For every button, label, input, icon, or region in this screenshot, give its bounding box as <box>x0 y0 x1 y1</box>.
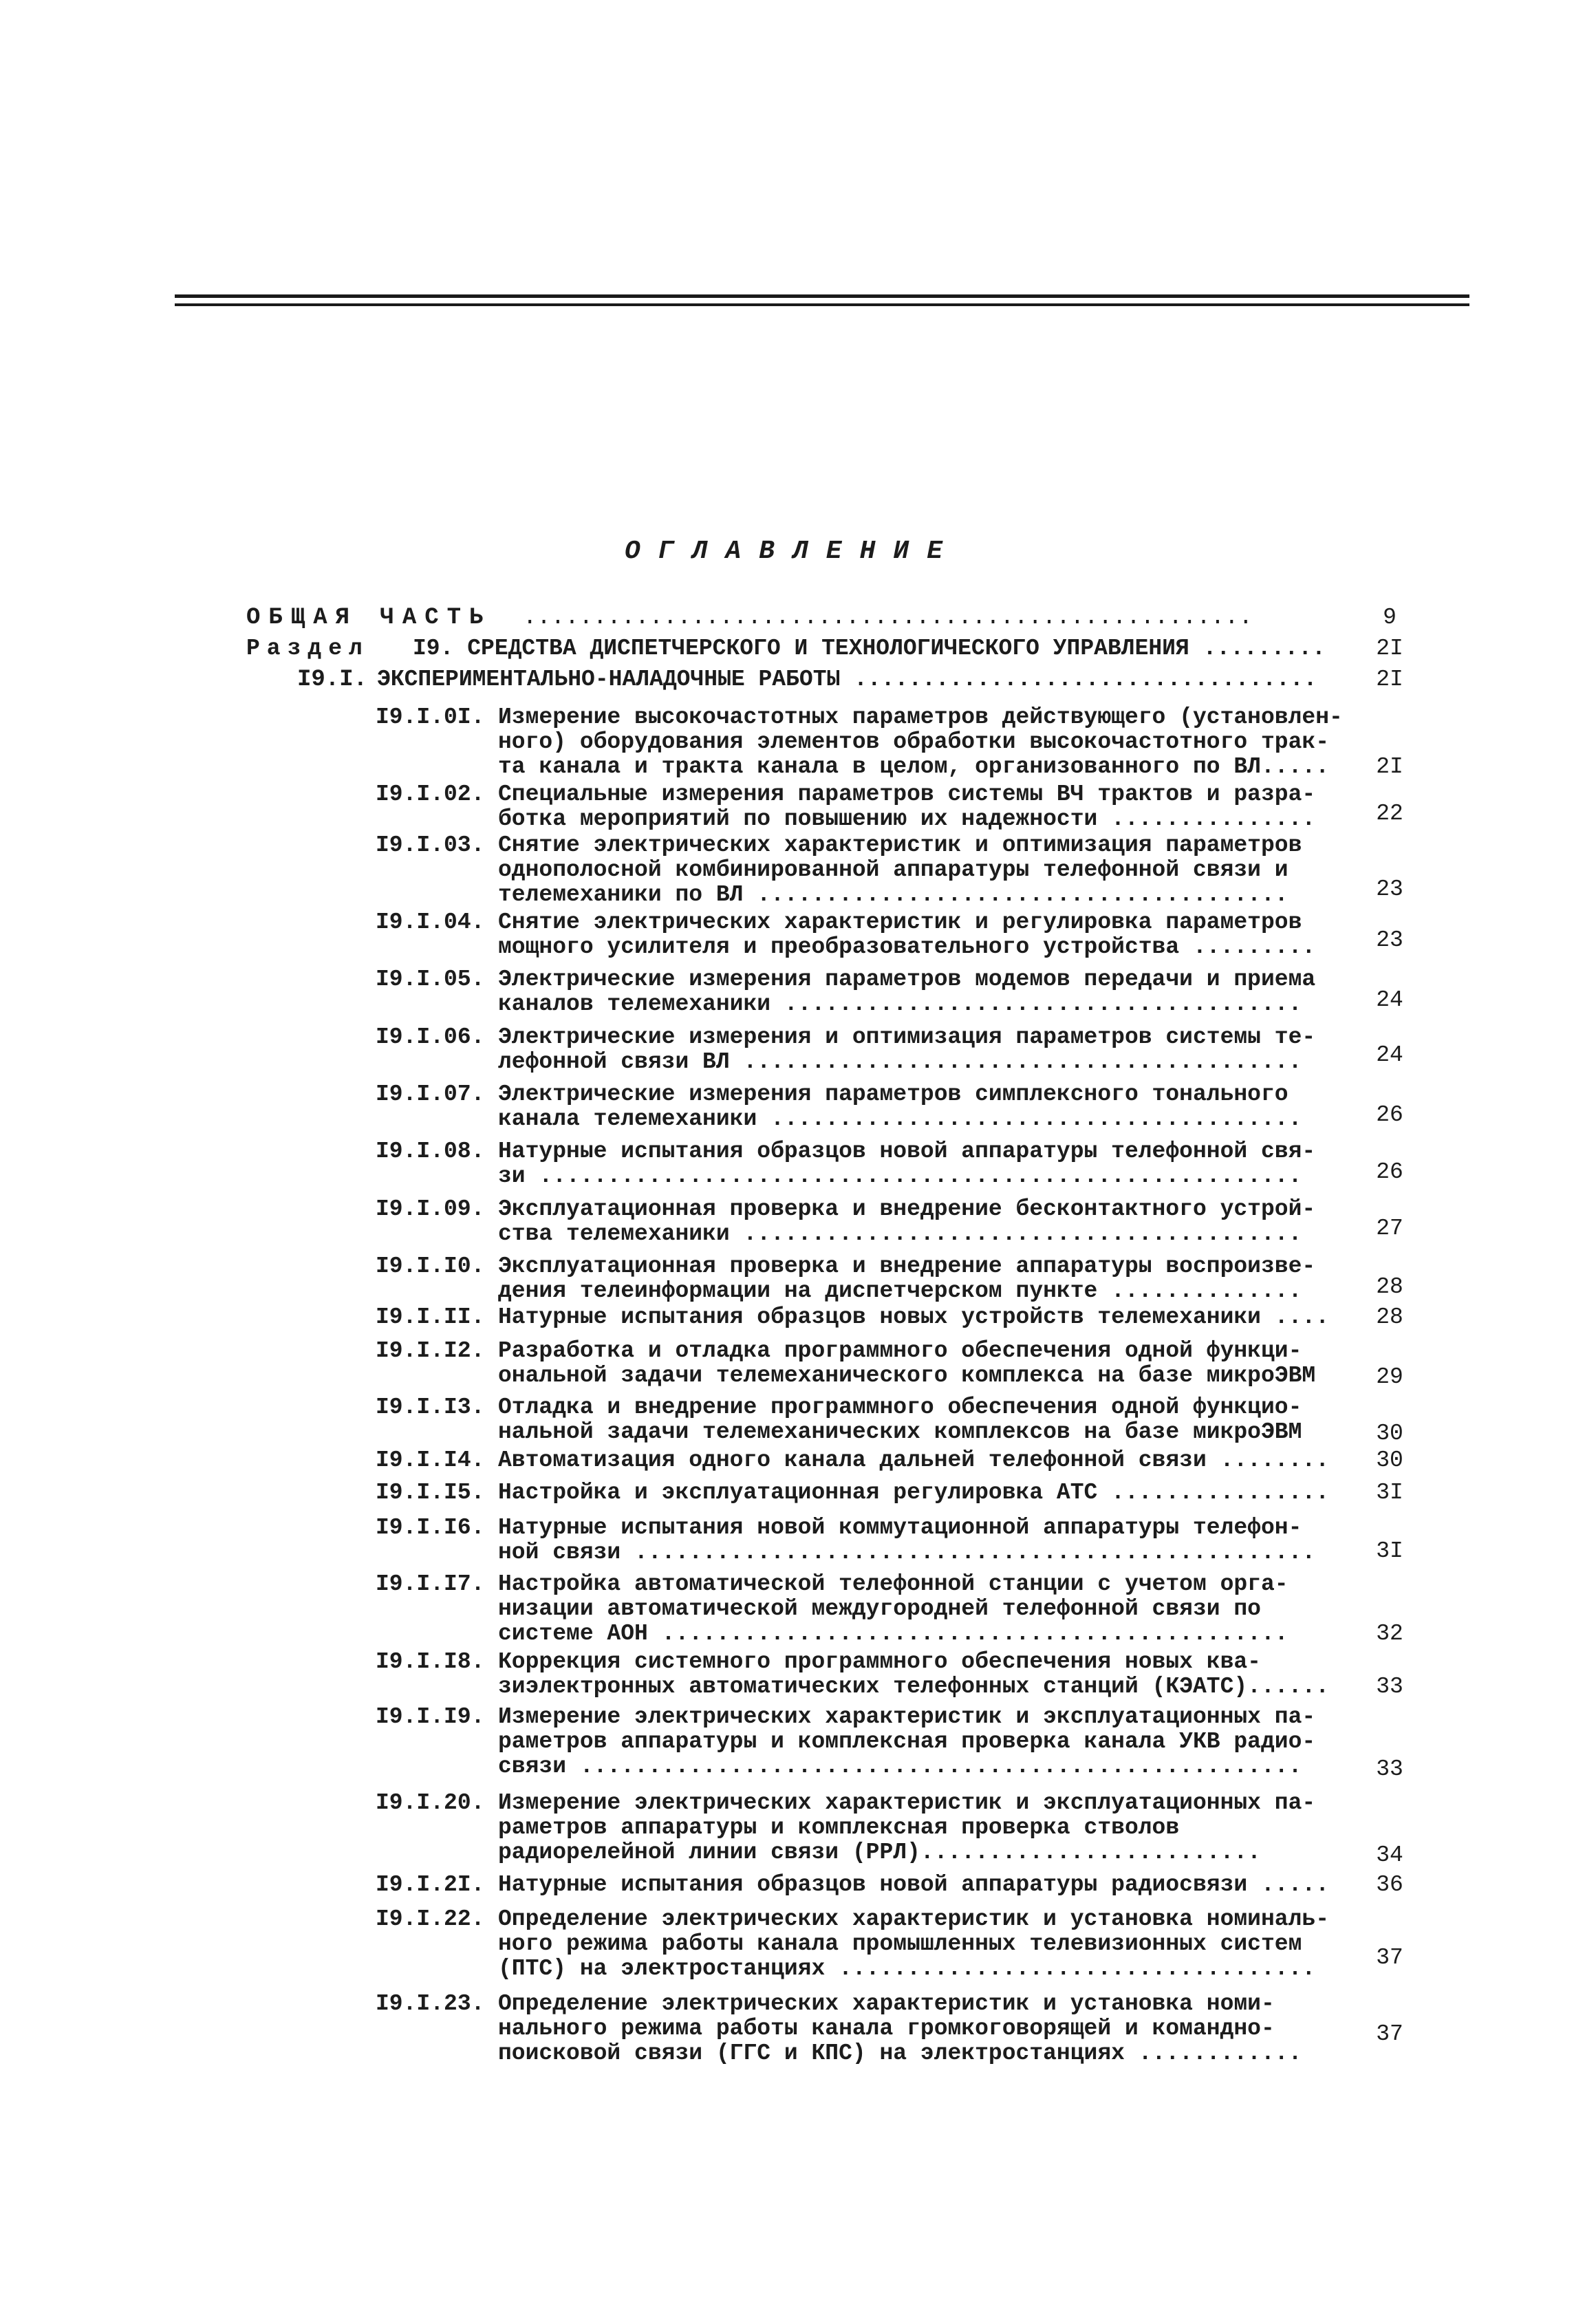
entry-page: 22 <box>1376 801 1403 826</box>
entry-title: Настройка автоматической телефонной станции с учетом орга- низации автоматической междугородней телефонной связи по системе АОН .............................................. <box>498 1571 1289 1646</box>
entry-title: Электрические измерения и оптимизация параметров системы те- лефонной связи ВЛ ......................................... <box>498 1024 1316 1075</box>
entry-title: Специальные измерения параметров системы ВЧ трактов и разра- ботка мероприятий по повышению их надежности ............... <box>498 782 1316 832</box>
entry-page: 33 <box>1376 1674 1403 1699</box>
entry-title: Определение электрических характеристик и установка номиналь- ного режима работы канала промышленных телевизионных систем (ПТС) на электростанциях ................................... <box>498 1906 1329 1981</box>
entry-number: I9.I.20. <box>376 1790 485 1816</box>
entry-number: I9.I.I7. <box>376 1571 485 1597</box>
entry-title: Измерение высокочастотных параметров действующего (установлен- ного) оборудования элементов обработки высокочастотного трак- та канала и тракта канала в целом, организованного по ВЛ..... <box>498 704 1343 779</box>
entry-page: 2I <box>1376 754 1403 779</box>
entry-number: I9.I.04. <box>376 910 485 935</box>
entry-number: I9.I.23. <box>376 1991 485 2016</box>
entry-title: Коррекция системного программного обеспечения новых ква- зиэлектронных автоматических телефонных станций (КЭАТС)...... <box>498 1649 1329 1699</box>
entry-page: 2I <box>1376 636 1403 661</box>
entry-title: Измерение электрических характеристик и эксплуатационных па- раметров аппаратуры и комплексная проверка канала УКВ радио- связи ..................................................... <box>498 1704 1316 1779</box>
entry-number: I9.I.I2. <box>376 1338 485 1364</box>
entry-number: I9.I.06. <box>376 1024 485 1050</box>
entry-number: I9.I.I9. <box>376 1704 485 1730</box>
entry-page: 3I <box>1376 1480 1403 1505</box>
entry-page: 23 <box>1376 876 1403 902</box>
entry-page: 32 <box>1376 1621 1403 1646</box>
entry-number: I9.I.08. <box>376 1139 485 1164</box>
entry-number: Раздел <box>246 636 369 661</box>
entry-title: Определение электрических характеристик и установка номи- нального режима работы канала громкоговорящей и командно- поисковой связи (ГГС и КПС) на электростанциях ............ <box>498 1991 1302 2066</box>
entry-title: .................................................... <box>523 605 1253 631</box>
entry-number: I9.I.II. <box>376 1304 485 1330</box>
entry-page: 34 <box>1376 1842 1403 1868</box>
entry-page: 26 <box>1376 1159 1403 1185</box>
entry-page: 28 <box>1376 1304 1403 1330</box>
entry-title: Измерение электрических характеристик и эксплуатационных па- раметров аппаратуры и комплексная проверка стволов радиорелейной линии связи (РРЛ)......................... <box>498 1790 1316 1865</box>
entry-title: Натурные испытания образцов новых устройств телемеханики .... <box>498 1304 1329 1330</box>
entry-page: 36 <box>1376 1872 1403 1897</box>
entry-title: Снятие электрических характеристик и регулировка параметров мощного усилителя и преобразовательного устройства ......... <box>498 910 1316 960</box>
entry-number: I9.I.2I. <box>376 1872 485 1897</box>
entry-page: 30 <box>1376 1448 1403 1473</box>
entry-title: Снятие электрических характеристик и оптимизация параметров однополосной комбинированной аппаратуры телефонной связи и телемеханики по ВЛ ....................................... <box>498 832 1302 907</box>
entry-page: 9 <box>1383 605 1397 630</box>
entry-page: 28 <box>1376 1274 1403 1300</box>
entry-page: 33 <box>1376 1756 1403 1782</box>
entry-number: I9.I.05. <box>376 967 485 992</box>
entry-title: ЭКСПЕРИМЕНТАЛЬНО-НАЛАДОЧНЫЕ РАБОТЫ .................................. <box>377 667 1317 692</box>
entry-title: Разработка и отладка программного обеспечения одной функци- ональной задачи телемеханического комплекса на базе микроЭВМ <box>498 1338 1316 1388</box>
entry-number: I9.I.07. <box>376 1082 485 1107</box>
entry-page: 24 <box>1376 987 1403 1013</box>
entry-number: I9.I.03. <box>376 832 485 858</box>
page-title: ОГЛАВЛЕНИЕ <box>624 537 961 566</box>
entry-page: 29 <box>1376 1364 1403 1390</box>
entry-number: I9.I.I5. <box>376 1480 485 1505</box>
entry-title: Натурные испытания образцов новой аппаратуры радиосвязи ..... <box>498 1872 1329 1897</box>
entry-number: I9.I.09. <box>376 1196 485 1222</box>
entry-number: I9.I.I4. <box>376 1448 485 1473</box>
entry-number: I9.I.22. <box>376 1906 485 1932</box>
entry-number: I9.I.I3. <box>376 1395 485 1420</box>
entry-page: 26 <box>1376 1102 1403 1128</box>
entry-title: Эксплуатационная проверка и внедрение аппаратуры воспроизве- дения телеинформации на диспетчерском пункте .............. <box>498 1254 1316 1304</box>
entry-title: Электрические измерения параметров симплексного тонального канала телемеханики ....................................... <box>498 1082 1302 1132</box>
entry-title: Автоматизация одного канала дальней телефонной связи ........ <box>498 1448 1329 1473</box>
entry-page: 27 <box>1376 1216 1403 1241</box>
entry-title: Электрические измерения параметров модемов передачи и приема каналов телемеханики ...................................... <box>498 967 1316 1017</box>
entry-page: 30 <box>1376 1421 1403 1446</box>
entry-title: Эксплуатационная проверка и внедрение бесконтактного устрой- ства телемеханики ......................................... <box>498 1196 1316 1247</box>
entry-page: 37 <box>1376 2021 1403 2047</box>
entry-number: ОБЩАЯ ЧАСТЬ <box>246 605 492 631</box>
entry-page: 23 <box>1376 927 1403 953</box>
entry-page: 2I <box>1376 667 1403 692</box>
entry-title: Настройка и эксплуатационная регулировка АТС ................ <box>498 1480 1329 1505</box>
entry-number: I9.I.I8. <box>376 1649 485 1675</box>
entry-number: I9.I.0I. <box>376 704 485 730</box>
entry-number: I9.I.02. <box>376 782 485 807</box>
entry-number: I9.I.I6. <box>376 1515 485 1540</box>
entry-page: 37 <box>1376 1945 1403 1970</box>
entry-page: 24 <box>1376 1042 1403 1068</box>
top-rule <box>175 294 1469 298</box>
entry-title: Отладка и внедрение программного обеспечения одной функцио- нальной задачи телемеханических комплексов на базе микроЭВМ <box>498 1395 1302 1445</box>
entry-title: I9. СРЕДСТВА ДИСПЕТЧЕРСКОГО И ТЕХНОЛОГИЧЕСКОГО УПРАВЛЕНИЯ ......... <box>413 636 1326 661</box>
top-rule-secondary <box>175 303 1469 306</box>
entry-page: 3I <box>1376 1538 1403 1564</box>
entry-number: I9.I. <box>297 667 368 693</box>
entry-title: Натурные испытания новой коммутационной аппаратуры телефон- ной связи .................................................. <box>498 1515 1316 1565</box>
entry-title: Натурные испытания образцов новой аппаратуры телефонной свя- зи ........................................................ <box>498 1139 1316 1189</box>
entry-number: I9.I.I0. <box>376 1254 485 1279</box>
